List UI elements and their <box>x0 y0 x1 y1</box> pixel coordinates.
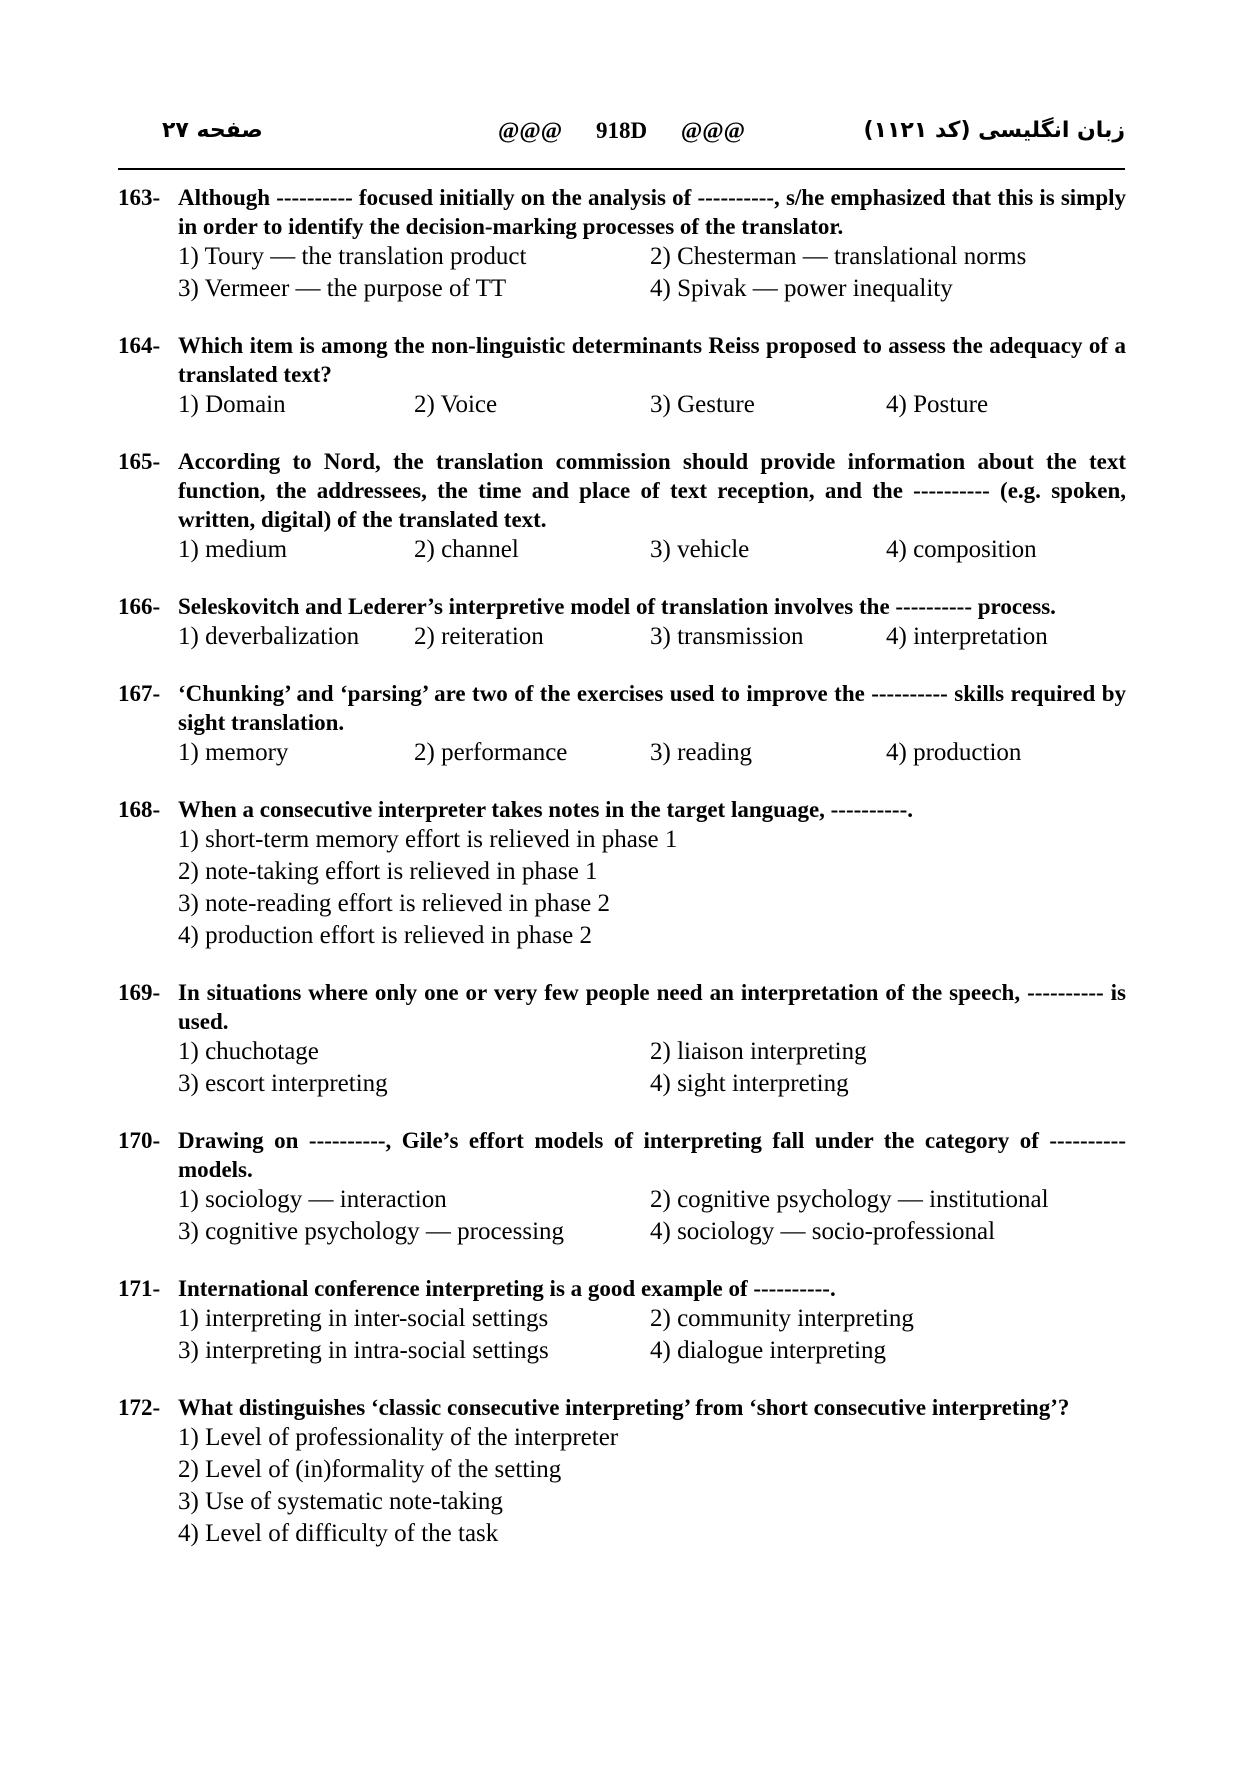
question-171 <box>118 1274 1126 1367</box>
question-number: 172- <box>118 1395 161 1420</box>
question-165 <box>118 447 1126 566</box>
answer-options <box>178 737 1126 769</box>
question-number: 167- <box>118 681 161 706</box>
question-number: 169- <box>118 980 161 1005</box>
header-divider <box>118 168 1125 170</box>
option-2: 2) reiteration <box>414 623 544 650</box>
question-170 <box>118 1126 1126 1248</box>
option-4: 4) Spivak — power inequality <box>650 275 953 302</box>
option-2: 2) Chesterman — translational norms <box>650 243 1027 270</box>
question-172 <box>118 1393 1126 1550</box>
option-3: 3) escort interpreting <box>178 1070 388 1097</box>
exam-code-line <box>118 118 1125 144</box>
answer-options <box>178 621 1126 653</box>
question-number: 170- <box>118 1128 161 1153</box>
question-stem: When a consecutive interpreter takes notes in the target language, ----------. <box>178 797 913 822</box>
option-3: 3) Gesture <box>650 391 755 418</box>
answer-options <box>178 1422 1126 1550</box>
option-1: 1) interpreting in inter-social settings <box>178 1305 549 1332</box>
question-stem: Seleskovitch and Lederer’s interpretive model of translation involves the ---------- process. <box>178 594 1056 619</box>
option-3: 3) vehicle <box>650 536 750 563</box>
question-169 <box>118 978 1126 1100</box>
option-3: 3) interpreting in intra-social settings <box>178 1337 549 1364</box>
booklet-code: 918D <box>595 118 648 143</box>
option-1: 1) chuchotage <box>178 1038 319 1065</box>
option-2: 2) community interpreting <box>650 1305 914 1332</box>
option-1: 1) Domain <box>178 391 286 418</box>
question-stem: Although ---------- focused initially on the analysis of ----------, s/he emphasized that this is simply in order to identify the decision-marking processes of the translator. <box>178 185 1126 239</box>
option-1: 1) medium <box>178 536 288 563</box>
question-168 <box>118 795 1126 952</box>
option-4: 4) composition <box>886 536 1037 563</box>
question-number: 165- <box>118 449 161 474</box>
option-3: 3) transmission <box>650 623 804 650</box>
option-2: 2) note-taking effort is relieved in phase 1 <box>178 858 598 885</box>
option-4: 4) Level of difficulty of the task <box>178 1520 499 1547</box>
question-stem: According to Nord, the translation commission should provide information about the text function, the addressees, the time and place of text reception, and the ---------- (e.g. spoken, written, digital) of the translated text. <box>178 449 1126 532</box>
exam-subject: زبان انگلیسی (کد ۱۱۲۱) <box>863 118 1125 143</box>
option-2: 2) channel <box>414 536 519 563</box>
option-1: 1) sociology — interaction <box>178 1186 447 1213</box>
marks-left: @@@ <box>498 118 563 143</box>
question-166 <box>118 592 1126 653</box>
option-4: 4) interpretation <box>886 623 1048 650</box>
option-3: 3) Use of systematic note-taking <box>178 1488 503 1515</box>
marks-right: @@@ <box>680 118 745 143</box>
option-4: 4) dialogue interpreting <box>650 1337 887 1364</box>
question-stem: International conference interpreting is a good example of ----------. <box>178 1276 836 1301</box>
option-3: 3) note-reading effort is relieved in phase 2 <box>178 890 611 917</box>
option-4: 4) Posture <box>886 391 989 418</box>
option-1: 1) memory <box>178 739 289 766</box>
question-stem: What distinguishes ‘classic consecutive interpreting’ from ‘short consecutive interpreting’? <box>178 1395 1070 1420</box>
question-number: 171- <box>118 1276 161 1301</box>
page-number: صفحه ۲۷ <box>162 118 263 143</box>
question-number: 168- <box>118 797 161 822</box>
option-4: 4) sight interpreting <box>650 1070 849 1097</box>
answer-options <box>178 534 1126 566</box>
option-4: 4) production <box>886 739 1022 766</box>
option-2: 2) performance <box>414 739 568 766</box>
answer-options <box>178 389 1126 421</box>
question-stem: Which item is among the non-linguistic determinants Reiss proposed to assess the adequacy of a translated text? <box>178 333 1126 387</box>
option-1: 1) Level of professionality of the interpreter <box>178 1424 619 1451</box>
option-3: 3) Vermeer — the purpose of TT <box>178 275 507 302</box>
question-163 <box>118 183 1126 305</box>
option-2: 2) Voice <box>414 391 498 418</box>
answer-options <box>178 1036 1126 1100</box>
option-3: 3) reading <box>650 739 753 766</box>
option-2: 2) liaison interpreting <box>650 1038 867 1065</box>
option-3: 3) cognitive psychology — processing <box>178 1218 565 1245</box>
answer-options <box>178 824 1126 952</box>
option-2: 2) cognitive psychology — institutional <box>650 1186 1049 1213</box>
question-stem: Drawing on ----------, Gile’s effort models of interpreting fall under the category of ---------- models. <box>178 1128 1126 1182</box>
answer-options <box>178 1184 1126 1248</box>
option-1: 1) short-term memory effort is relieved in phase 1 <box>178 826 678 853</box>
option-2: 2) Level of (in)formality of the setting <box>178 1456 562 1483</box>
page-header <box>118 118 1125 152</box>
option-4: 4) production effort is relieved in phase 2 <box>178 922 593 949</box>
answer-options <box>178 1303 1126 1367</box>
option-1: 1) Toury — the translation product <box>178 243 527 270</box>
option-4: 4) sociology — socio-professional <box>650 1218 996 1245</box>
answer-options <box>178 241 1126 305</box>
question-164 <box>118 331 1126 421</box>
question-stem: In situations where only one or very few people need an interpretation of the speech, ---------- is used. <box>178 980 1126 1034</box>
question-number: 166- <box>118 594 161 619</box>
question-number: 164- <box>118 333 161 358</box>
question-167 <box>118 679 1126 769</box>
question-number: 163- <box>118 185 161 210</box>
option-1: 1) deverbalization <box>178 623 360 650</box>
question-list <box>118 183 1126 1576</box>
question-stem: ‘Chunking’ and ‘parsing’ are two of the exercises used to improve the ---------- skills required by sight translation. <box>178 681 1126 735</box>
